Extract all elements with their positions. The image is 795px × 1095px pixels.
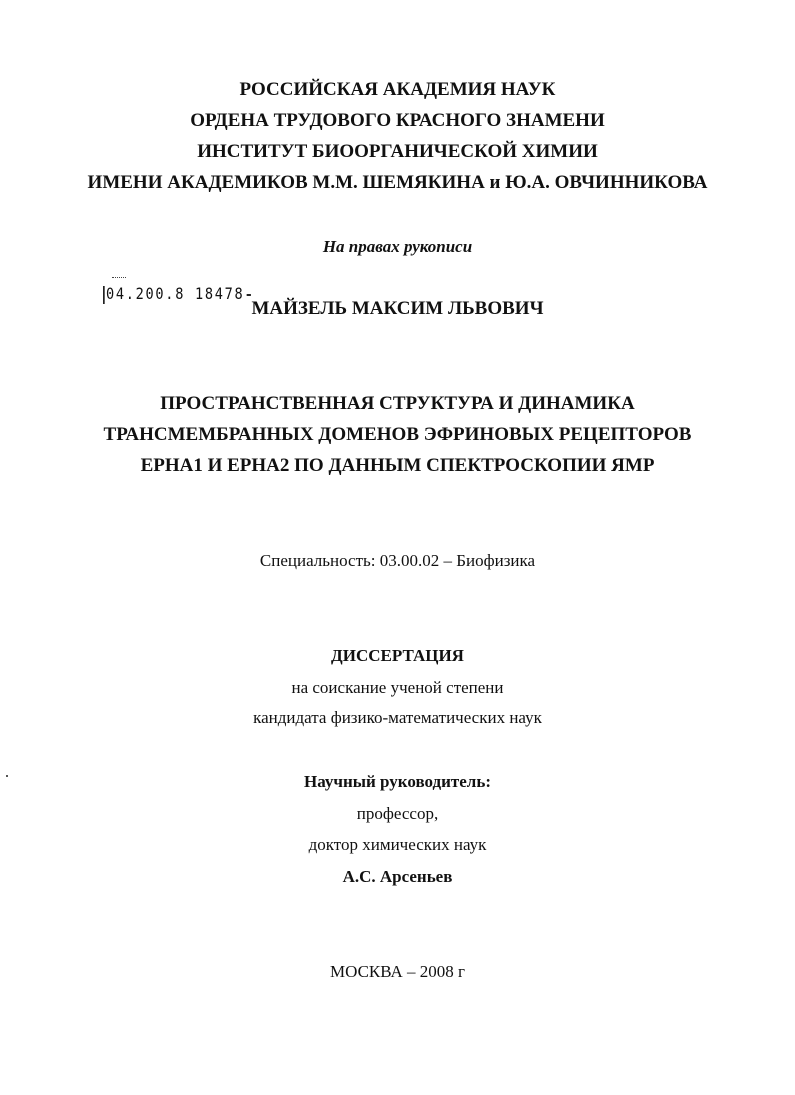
stamp-number: 04.200.8 18478 bbox=[105, 284, 245, 303]
org-name-line-4: ИМЕНИ АКАДЕМИКОВ М.М. ШЕМЯКИНА и Ю.А. ОВЧИННИКОВА bbox=[87, 172, 708, 193]
org-name-line-2: ОРДЕНА ТРУДОВОГО КРАСНОГО ЗНАМЕНИ bbox=[190, 110, 605, 131]
dissertation-title-line-1: ПРОСТРАНСТВЕННАЯ СТРУКТУРА И ДИНАМИКА bbox=[160, 393, 635, 414]
stamp-dash bbox=[247, 294, 251, 296]
supervisor-heading: Научный руководитель: bbox=[304, 772, 491, 791]
supervisor-rank: профессор, bbox=[356, 804, 439, 823]
city-year: МОСКВА – 2008 г bbox=[329, 962, 466, 981]
dissertation-title-line-3: ЕРНА1 И ЕРНА2 ПО ДАННЫМ СПЕКТРОСКОПИИ ЯМР bbox=[140, 455, 655, 476]
author-name: МАЙЗЕЛЬ МАКСИМ ЛЬВОВИЧ bbox=[251, 298, 544, 319]
dissertation-heading: ДИССЕРТАЦИЯ bbox=[331, 646, 464, 665]
org-name-line-3: ИНСТИТУТ БИООРГАНИЧЕСКОЙ ХИМИИ bbox=[197, 141, 598, 162]
org-name-line-1: РОССИЙСКАЯ АКАДЕМИЯ НАУК bbox=[239, 79, 556, 100]
specialty: Специальность: 03.00.02 – Биофизика bbox=[259, 551, 536, 570]
dissertation-title-line-2: ТРАНСМЕМБРАННЫХ ДОМЕНОВ ЭФРИНОВЫХ РЕЦЕПТОРОВ bbox=[103, 424, 692, 445]
degree-purpose-line-2: кандидата физико-математических наук bbox=[253, 708, 542, 727]
stamp-tick-marks bbox=[112, 277, 126, 280]
scan-speck bbox=[6, 775, 8, 777]
degree-purpose-line-1: на соискание ученой степени bbox=[291, 678, 504, 697]
supervisor-name: А.С. Арсеньев bbox=[342, 867, 453, 886]
manuscript-note: На правах рукописи bbox=[322, 237, 473, 256]
supervisor-degree: доктор химических наук bbox=[308, 835, 487, 854]
